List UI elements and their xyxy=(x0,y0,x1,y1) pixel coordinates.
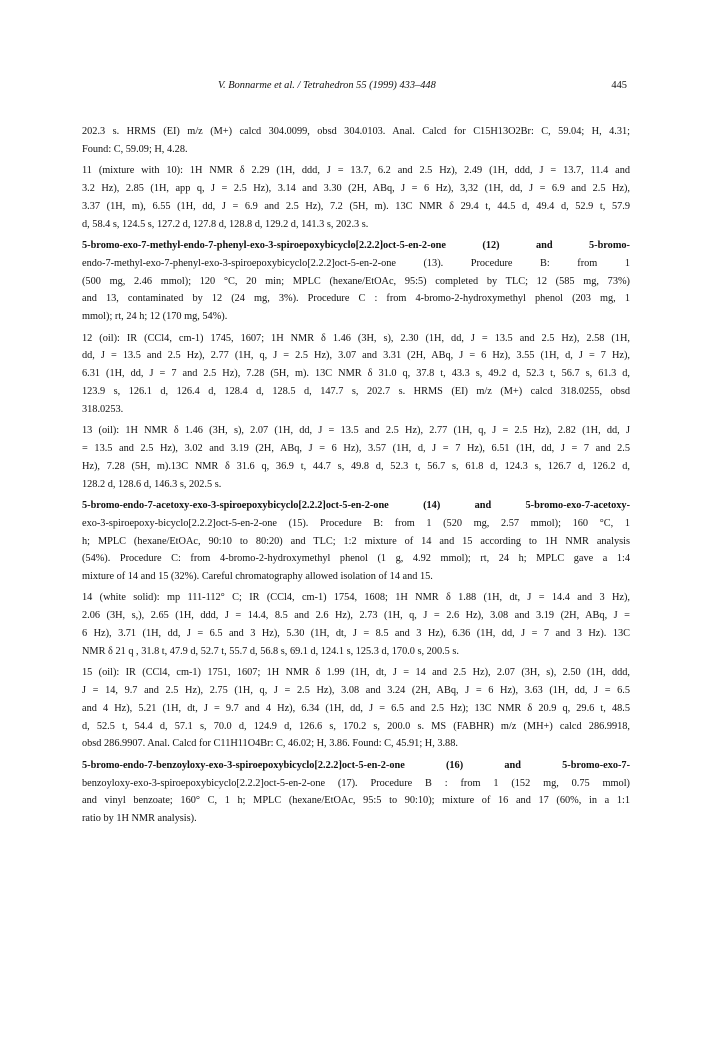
text-line: ratio by 1H NMR analysis). xyxy=(82,813,197,825)
text-line: exo-3-spiroepoxy-bicyclo[2.2.2]oct-5-en-2-one (15). Procedure B: from 1 (520 mg, 2.57 mmol); 160 °C, 1 xyxy=(82,517,630,529)
text-line: = 13.5 and 2.5 Hz), 3.02 and 3.19 (2H, ABq, J = 6 Hz), 3.57 (1H, d, J = 7 Hz), 6.51 (1H, dd, J = 7 and 2.5 xyxy=(82,442,630,454)
paragraph-compound-12-data xyxy=(82,330,630,419)
running-header xyxy=(218,80,627,96)
text-line: Found: C, 59.09; H, 4.28. xyxy=(82,143,188,155)
text-line: and vinyl benzoate; 160° C, 1 h; MPLC (hexane/EtOAc, 95:5 to 90:10); mixture of 16 and 17 (60%, in a 1:1 xyxy=(82,795,630,807)
text-line: mixture of 14 and 15 (32%). Careful chromatography allowed isolation of 14 and 15. xyxy=(82,571,433,583)
text-line: mmol); rt, 24 h; 12 (170 mg, 54%). xyxy=(82,311,228,323)
text-line: and 13, contaminated by 12 (24 mg, 3%). Procedure C : from 4-bromo-2-hydroxymethyl phenol (203 mg, 1 xyxy=(82,293,630,305)
text-line: 13 (oil): 1H NMR δ 1.46 (3H, s), 2.07 (1H, dd, J = 13.5 and 2.5 Hz), 2.77 (1H, q, J = 2.5 Hz), 2.82 (1H, dd, J xyxy=(82,425,630,437)
text-line: obsd 286.9907. Anal. Calcd for C11H11O4Br: C, 46.02; H, 3.86. Found: C, 45.91; H, 3.88. xyxy=(82,738,458,750)
text-line: 123.9 s, 126.1 d, 126.4 d, 128.4 d, 128.5 d, 147.7 s, 202.7 s. HRMS (EI) m/z (M+) calcd 318.0255, obsd xyxy=(82,385,630,397)
text-line: d, 52.5 t, 54.4 d, 57.1 s, 70.0 d, 124.9 d, 126.6 s, 170.2 s, 200.0 s. MS (FABHR) m/z (MH+) calcd 286.9918, xyxy=(82,720,630,732)
paragraph-compounds-12-13-procedure xyxy=(82,237,630,326)
paragraph-compound-14-data xyxy=(82,589,630,660)
text-line: (54%). Procedure C: from 4-bromo-2-hydroxymethyl phenol (1 g, 4.92 mmol); rt, 24 h; MPLC gave a 1:4 xyxy=(82,553,630,565)
text-line: (500 mg, 2.46 mmol); 120 °C, 20 min; MPLC (hexane/EtOAc, 95:5) completed by TLC; 12 (585 mg, 73%) xyxy=(82,275,630,287)
text-line: 15 (oil): IR (CCl4, cm-1) 1751, 1607; 1H NMR δ 1.99 (1H, dt, J = 14 and 2.5 Hz), 2.07 (3H, s), 2.50 (1H, ddd, xyxy=(82,667,630,679)
text-line: 11 (mixture with 10): 1H NMR δ 2.29 (1H, ddd, J = 13.7, 6.2 and 2.5 Hz), 2.49 (1H, ddd, J = 13.7, 11.4 and xyxy=(82,165,630,177)
text-line: NMR δ 21 q , 31.8 t, 47.9 d, 52.7 t, 55.7 d, 56.8 s, 69.1 d, 124.1 s, 125.3 d, 170.0 s, 200.5 s. xyxy=(82,645,459,657)
text-line: 318.0253. xyxy=(82,403,124,415)
text-line: 12 (oil): IR (CCl4, cm-1) 1745, 1607; 1H NMR δ 1.46 (3H, s), 2.30 (1H, dd, J = 13.5 and 2.5 Hz), 2.58 (1H, xyxy=(82,332,630,344)
paragraph-compound-13-data xyxy=(82,422,630,493)
text-line: d, 58.4 s, 124.5 s, 127.2 d, 127.8 d, 128.8 d, 129.2 d, 141.3 s, 202.3 s. xyxy=(82,218,369,230)
text-line: Hz), 7.28 (5H, m).13C NMR δ 31.6 q, 36.9 t, 44.7 s, 49.8 d, 52.3 t, 56.7 s, 61.8 d, 124.3 s, 126.7 d, 126.2 d, xyxy=(82,460,630,472)
text-line: and 4 Hz), 5.21 (1H, dt, J = 9.7 and 4 Hz), 6.34 (1H, dd, J = 6.5 and 2.5 Hz); 13C NMR δ 20.9 q, 29.6 t, 48.5 xyxy=(82,702,630,714)
page-number: 445 xyxy=(611,80,627,91)
text-line: 202.3 s. HRMS (EI) m/z (M+) calcd 304.0099, obsd 304.0103. Anal. Calcd for C15H13O2Br: C, 59.04; H, 4.31; xyxy=(82,126,630,137)
text-line: J = 14, 9.7 and 2.5 Hz), 2.75 (1H, q, J = 2.5 Hz), 3.08 and 3.24 (2H, ABq, J = 6 Hz), 3.63 (1H, dd, J = 6.5 xyxy=(82,685,630,697)
text-line: 6.31 (1H, dd, J = 7 and 2.5 Hz), 7.28 (5H, m). 13C NMR δ 31.0 q, 37.8 t, 43.3 s, 49.2 d, 52.3 t, 56.7 s, 61.3 d, xyxy=(82,368,630,380)
article-body xyxy=(82,123,630,832)
text-line: 14 (white solid): mp 111-112° C; IR (CCl4, cm-1) 1754, 1608; 1H NMR δ 1.88 (1H, dt, J = 14.4 and 3 Hz), xyxy=(82,592,630,604)
compound-title-line: 5-bromo-exo-7-methyl-endo-7-phenyl-exo-3-spiroepoxybicyclo[2.2.2]oct-5-en-2-one (12) and 5-bromo- xyxy=(82,239,630,251)
text-line: 2.06 (3H, s,), 2.65 (1H, ddd, J = 14.4, 8.5 and 2.6 Hz), 2.73 (1H, q, J = 2.6 Hz), 3.08 and 3.19 (2H, ABq, J = xyxy=(82,610,630,622)
paragraph-compounds-16-17-procedure xyxy=(82,757,630,828)
text-line: endo-7-methyl-exo-7-phenyl-exo-3-spiroepoxybicyclo[2.2.2]oct-5-en-2-one (13). Procedure B: from 1 xyxy=(82,257,630,269)
paragraph-compound-10-data-end xyxy=(82,123,630,159)
text-line: 6 Hz), 3.71 (1H, dd, J = 6.5 and 3 Hz), 5.30 (1H, dt, J = 8.5 and 3 Hz), 6.36 (1H, dd, J = 7 and 3 Hz). 13C xyxy=(82,628,630,640)
text-line: h; MPLC (hexane/EtOAc, 90:10 to 80:20) and TLC; 1:2 mixture of 14 and 15 according to 1H NMR analysis xyxy=(82,535,630,547)
text-line: dd, J = 13.5 and 2.5 Hz), 2.77 (1H, q, J = 2.5 Hz), 3.07 and 3.31 (2H, ABq, J = 6 Hz), 3.55 (1H, d, J = 7 Hz), xyxy=(82,350,630,362)
compound-title-line: 5-bromo-endo-7-benzoyloxy-exo-3-spiroepoxybicyclo[2.2.2]oct-5-en-2-one (16) and 5-bromo-exo-7- xyxy=(82,759,630,771)
text-line: 3.2 Hz), 2.85 (1H, app q, J = 2.5 Hz), 3.14 and 3.30 (2H, ABq, J = 6 Hz), 3,32 (1H, dd, J = 6.9 and 2.5 Hz), xyxy=(82,182,630,194)
compound-title-line: 5-bromo-endo-7-acetoxy-exo-3-spiroepoxybicyclo[2.2.2]oct-5-en-2-one (14) and 5-bromo-exo-7-acetoxy- xyxy=(82,499,630,511)
text-line: benzoyloxy-exo-3-spiroepoxybicyclo[2.2.2]oct-5-en-2-one (17). Procedure B : from 1 (152 mg, 0.75 mmol) xyxy=(82,777,630,789)
text-line: 128.2 d, 128.6 d, 146.3 s, 202.5 s. xyxy=(82,478,222,490)
paragraph-compounds-14-15-procedure xyxy=(82,497,630,586)
running-head-citation: V. Bonnarme et al. / Tetrahedron 55 (1999) 433–448 xyxy=(218,80,436,91)
text-line: 3.37 (1H, m), 6.55 (1H, dd, J = 6.9 and 2.5 Hz), 7.2 (5H, m). 13C NMR δ 29.4 t, 44.5 d, 49.4 d, 52.9 t, 57.9 xyxy=(82,200,630,212)
paragraph-compound-15-data xyxy=(82,664,630,753)
paragraph-compound-11 xyxy=(82,162,630,233)
